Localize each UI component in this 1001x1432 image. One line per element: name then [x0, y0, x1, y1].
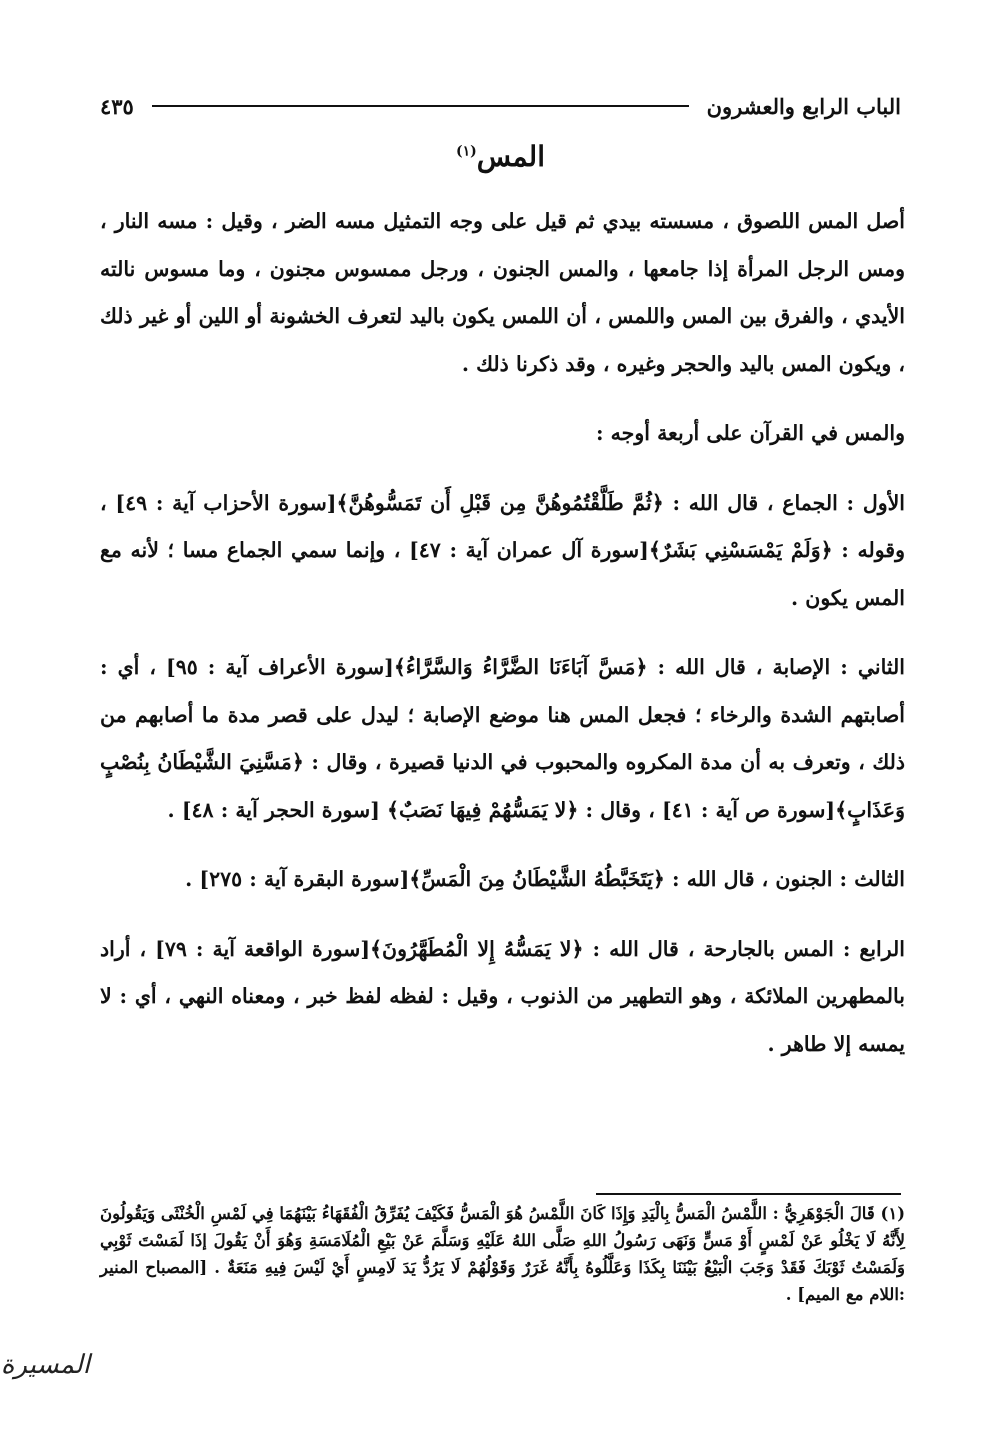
paragraph-intro: أصل المس اللصوق ، مسسته بيدي ثم قيل على وجه التمثيل مسه الضر ، وقيل : مسه النار ، ومس الرجل المرأة إذا جامعها ، والمس الجنون ، ورجل ممسوس مجنون ، وما مسوس نالته الأيدي ، والفرق بين المس واللمس ، أن اللمس يكون باليد لتعرف الخشونة أو اللين أو غير ذلك ، ويكون المس باليد والحجر وغيره ، وقد ذكرنا ذلك .: [100, 209, 905, 376]
paragraph-first-aspect: الأول : الجماع ، قال الله : ﴿ثُمَّ طَلَّقْتُمُوهُنَّ مِن قَبْلِ أَن تَمَسُّوهُنَّ﴾[سورة الأحزاب آية : ٤٩] ، وقوله : ﴿وَلَمْ يَمْسَسْنِي بَشَرٌ﴾[سورة آل عمران آية : ٤٧] ، وإنما سمي الجماع مسا ؛ لأنه مع المس يكون .: [100, 490, 906, 610]
logo-text: المسيرة: [0, 1350, 90, 1380]
paragraph-second-aspect: الثاني : الإصابة ، قال الله : ﴿مَسَّ آبَاءَنَا الضَّرَّاءُ وَالسَّرَّاءُ﴾[سورة الأعراف آية : ٩٥] ، أي : أصابتهم الشدة والرخاء ؛ فجعل المس هنا موضع الإصابة ؛ ليدل على قصر مدة ما أصابهم من ذلك ، وتعرف به أن مدة المكروه والمحبوب في الدنيا قصيرة ، وقال : ﴿مَسَّنِيَ الشَّيْطَانُ بِنُصْبٍ وَعَذَابٍ﴾[سورة ص آية : ٤١] ، وقال : ﴿لا يَمَسُّهُمْ فِيهَا نَصَبٌ﴾ [سورة الحجر آية : ٤٨] .: [100, 655, 905, 822]
header-rule: [152, 105, 689, 107]
publisher-logo: [0, 1350, 90, 1420]
section-title: [0, 140, 1001, 173]
running-header: [100, 86, 901, 126]
paragraph-fourth-aspect: الرابع : المس بالجارحة ، قال الله : ﴿لا يَمَسُّهُ إِلا الْمُطَهَّرُونَ﴾[سورة الواقعة آية : ٧٩] ، أراد بالمطهرين الملائكة ، وهو التطهير من الذنوب ، وقيل : لفظه لفظ خبر ، ومعناه النهي ، أي : لا يمسه إلا طاهر .: [100, 936, 905, 1056]
page-number: ٤٣٥: [100, 93, 134, 119]
section-title-text: المس: [476, 140, 545, 173]
footnote-rule: [596, 1193, 901, 1195]
paragraph-four-aspects: والمس في القرآن على أربعة أوجه :: [595, 421, 905, 445]
footnote-text: (١) قَالَ الْجَوْهَرِيُّ : اللَّمْسُ الْمَسُّ بِالْيَدِ وَإِذَا كَانَ اللَّمْسُ هُوَ الْمَسُّ فَكَيْفَ يُفَرِّقُ الْفُقَهَاءُ بَيْنَهُمَا فِي لَمْسِ الْخُنْثَى وَيَقُولُونَ لِأَنَّهُ لَا يَخْلُو عَنْ لَمْسٍ أَوْ مَسٍّ وَنَهَى رَسُولُ اللهِ صَلَّى اللهُ عَلَيْهِ وَسَلَّمَ عَنْ بَيْعِ الْمُلَامَسَةِ وَهُوَ أَنْ يَقُولَ إذَا لَمَسْتَ ثَوْبِي وَلَمَسْتُ ثَوْبَكَ فَقَدْ وَجَبَ الْبَيْعُ بَيْنَنَا بِكَذَا وَعَلَّلُوهُ بِأَنَّهُ غَرَرٌ وَقَوْلُهُمْ لَا يَرُدُّ يَدَ لَامِسٍ أَيْ لَيْسَ فِيهِ مَنَعَةٌ . [المصباح المنير :اللام مع الميم] .: [100, 1204, 905, 1304]
main-text: [100, 198, 905, 1068]
footnote-marker: (١): [456, 143, 477, 160]
chapter-title: الباب الرابع والعشرون: [706, 93, 901, 119]
footnote: [100, 1200, 905, 1308]
paragraph-third-aspect: الثالث : الجنون ، قال الله : ﴿يَتَخَبَّطُهُ الشَّيْطَانُ مِنَ الْمَسِّ﴾[سورة البقرة آية : ٢٧٥] .: [185, 867, 905, 891]
